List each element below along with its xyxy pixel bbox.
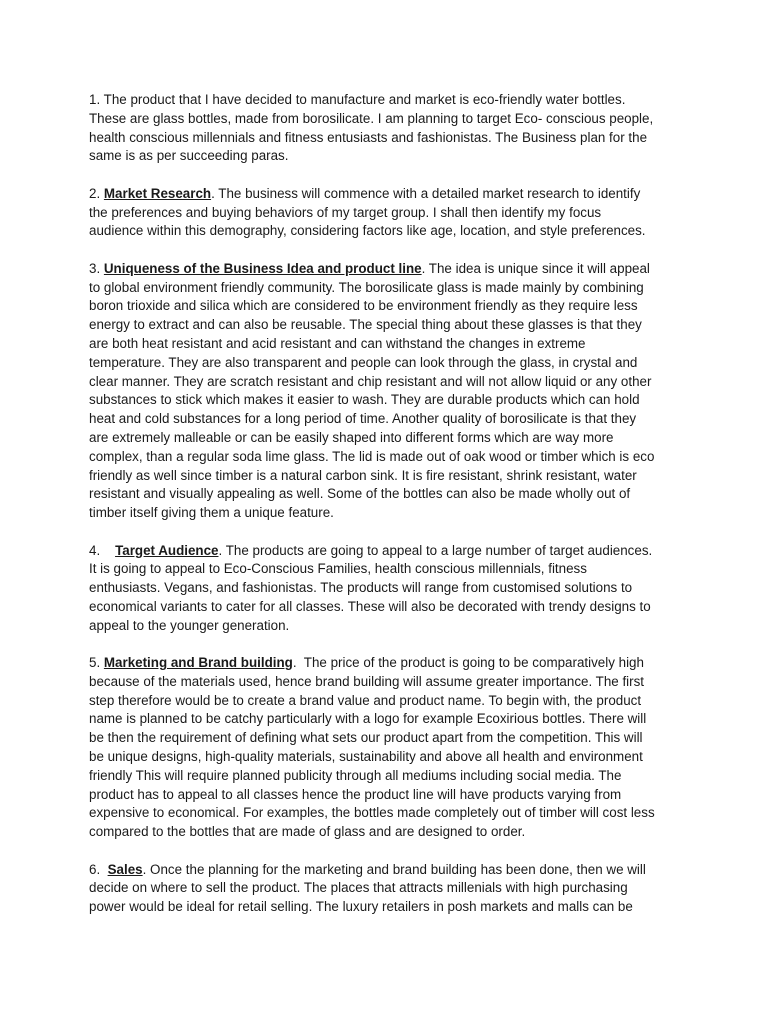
- text-line: friendly This will require planned publicity through all mediums including social media. The: [89, 767, 622, 783]
- section-number: 3.: [89, 260, 104, 276]
- text-line: are extremely malleable or can be easily shaped into different forms which are way more: [89, 429, 614, 445]
- text-line: health conscious millennials and fitness entusiasts and fashionistas. The Business plan for the: [89, 129, 648, 145]
- text-run: . The products are going to appeal to a large number of target audiences.: [218, 542, 653, 558]
- text-line: audience within this demography, considering factors like age, location, and style preferences.: [89, 223, 646, 239]
- text-line: to global environment friendly community. The borosilicate glass is made mainly by combining: [89, 279, 644, 295]
- text-line: enthusiasts. Vegans, and fashionistas. The products will range from customised solutions to: [89, 580, 633, 596]
- text-line: [89, 185, 689, 204]
- text-line: be then the requirement of defining what sets our product apart from the competition. This will: [89, 730, 643, 746]
- paragraph-marketing-brand: [89, 654, 689, 842]
- text-line: are both heat resistant and acid resistant and can withstand the changes in extreme: [89, 335, 586, 351]
- text-run: . The business will commence with a detailed market research to identify: [211, 185, 641, 201]
- text-run: . The idea is unique since it will appeal: [421, 260, 650, 276]
- text-line: [89, 542, 689, 561]
- text-line: [89, 861, 689, 880]
- text-line: compared to the bottles that are made of glass and are designed to order.: [89, 824, 526, 840]
- text-line: product has to appeal to all classes hence the product line will have products varying from: [89, 786, 622, 802]
- text-line: expensive to economical. For examples, the bottles made completely out of timber will cost less: [89, 805, 655, 821]
- section-heading: Sales: [107, 861, 143, 877]
- text-line: clear manner. They are scratch resistant and chip resistant and will not allow liquid or any other: [89, 373, 652, 389]
- text-line: boron trioxide and silica which are considered to be environment friendly as they require less: [89, 298, 638, 314]
- text-line: [89, 654, 689, 673]
- section-number: 4.: [89, 542, 116, 558]
- text-line: temperature. They are also transparent and people can look through the glass, in crystal and: [89, 354, 638, 370]
- text-line: decide on where to sell the product. The places that attracts millenials with high purchasing: [89, 880, 628, 896]
- text-line: power would be ideal for retail selling. The luxury retailers in posh markets and malls can be: [89, 899, 633, 915]
- text-run: . Once the planning for the marketing and brand building has been done, then we will: [142, 861, 646, 877]
- text-line: resistant and visually appealing as well. Some of the bottles can also be made wholly out of: [89, 486, 631, 502]
- paragraph-sales: [89, 861, 689, 917]
- document-page: [89, 91, 689, 936]
- text-line: name is planned to be catchy particularly with a logo for example Ecoxirious bottles. There will: [89, 711, 647, 727]
- paragraph-market-research: [89, 185, 689, 241]
- text-run: . The price of the product is going to be comparatively high: [292, 655, 644, 671]
- text-line: 1. The product that I have decided to manufacture and market is eco-friendly water bottles.: [89, 92, 626, 107]
- text-line: friendly as well since timber is a natural carbon sink. It is fire resistant, shrink resistant, water: [89, 467, 637, 483]
- paragraph-uniqueness: [89, 260, 689, 523]
- text-line: complex, than a regular soda lime glass. The lid is made out of oak wood or timber which is eco: [89, 448, 655, 464]
- section-heading: Market Research: [103, 185, 212, 201]
- text-line: step therefore would be to create a brand value and product name. To begin with, the product: [89, 692, 642, 708]
- section-heading: Uniqueness of the Business Idea and product line: [103, 260, 422, 276]
- text-line: substances to stick which makes it easier to wash. They are durable products which can hold: [89, 392, 640, 408]
- text-line: because of the materials used, hence brand building will assume greater importance. The first: [89, 673, 645, 689]
- text-line: energy to extract and can also be reusable. The special thing about these glasses is that they: [89, 317, 642, 333]
- section-heading: Target Audience: [115, 542, 219, 558]
- text-line: These are glass bottles, made from borosilicate. I am planning to target Eco- conscious people,: [89, 110, 654, 126]
- text-line: economical variants to cater for all classes. These will also be decorated with trendy designs to: [89, 598, 651, 614]
- text-line: [89, 260, 689, 279]
- text-line: same is as per succeeding paras.: [89, 148, 289, 164]
- section-number: 2.: [89, 185, 104, 201]
- paragraph-product: [89, 91, 689, 166]
- paragraph-target-audience: [89, 542, 689, 636]
- text-line: be unique designs, high-quality materials, sustainability and above all health and environment: [89, 749, 643, 765]
- text-line: It is going to appeal to Eco-Conscious Families, health conscious millennials, fitness: [89, 561, 587, 577]
- section-heading: Marketing and Brand building: [103, 655, 293, 671]
- section-number: 5.: [89, 655, 104, 671]
- text-line: heat and cold substances for a long period of time. Another quality of borosilicate is that they: [89, 411, 637, 427]
- text-line: appeal to the younger generation.: [89, 617, 290, 633]
- text-line: timber itself giving them a unique feature.: [89, 505, 334, 521]
- section-number: 6.: [89, 861, 108, 877]
- text-line: the preferences and buying behaviors of my target group. I shall then identify my focus: [89, 204, 602, 220]
